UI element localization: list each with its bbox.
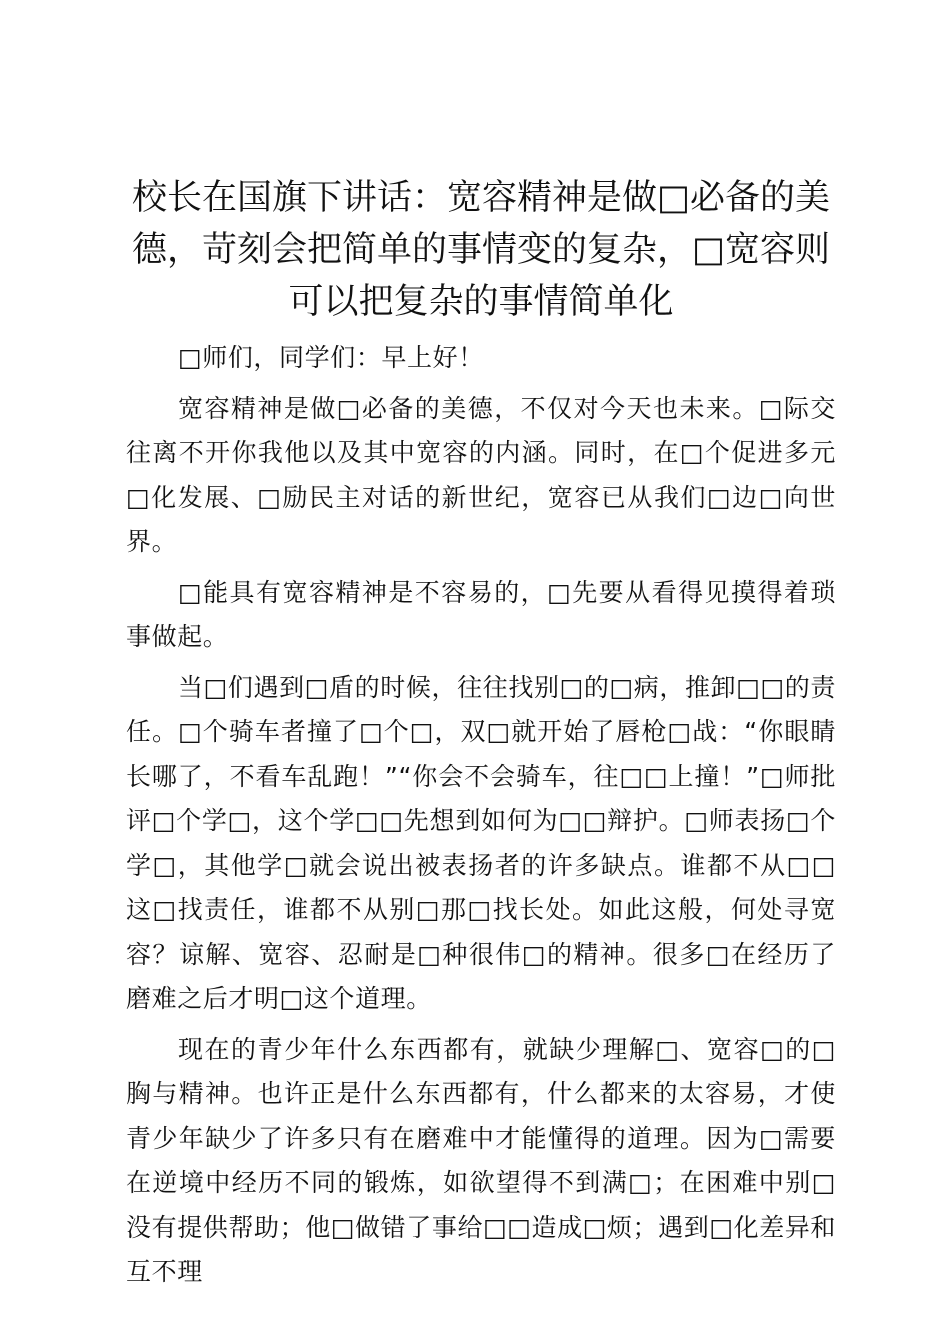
paragraph-greeting: □师们，同学们：早上好！ [178,343,484,372]
paragraph-3: 当□们遇到□盾的时候，往往找别□的□病，推卸□□的责任。□个骑车者撞了□个□，双□就开始了唇枪□战：“你眼睛长哪了，不看车乱跑！”“你会不会骑车，往□□上撞！”□师批评□个学□，这个学□□先想到如何为□□辩护。□师表扬□个学□，其他学□就会说出被表扬者的许多缺点。谁都不从□□这□找责任，谁都不从别□那□找长处。如此这般，何处寻宽容？谅解、宽容、忍耐是□种很伟□的精神。很多□在经历了磨难之后才明□这个道理。 [126,672,836,1013]
paragraph-2: □能具有宽容精神是不容易的，□先要从看得见摸得着琐事做起。 [126,577,836,651]
document-body [126,336,836,1295]
paragraph-1: 宽容精神是做□必备的美德，不仅对今天也未来。□际交往离不开你我他以及其中宽容的内涵。同时，在□个促进多元□化发展、□励民主对话的新世纪，宽容已从我们□边□向世界。 [126,393,836,556]
document-page [126,172,836,1301]
document-title: 校长在国旗下讲话：宽容精神是做□必备的美德，苛刻会把简单的事情变的复杂，□宽容则可以把复杂的事情简单化 [131,178,831,322]
paragraph-4: 现在的青少年什么东西都有，就缺少理解□、宽容□的□胸与精神。也许正是什么东西都有，什么都来的太容易，才使青少年缺少了许多只有在磨难中才能懂得的道理。因为□需要在逆境中经历不同的锻炼，如欲望得不到满□；在困难中别□没有提供帮助；他□做错了事给□□造成□烦；遇到□化差异和互不理 [126,1034,836,1286]
